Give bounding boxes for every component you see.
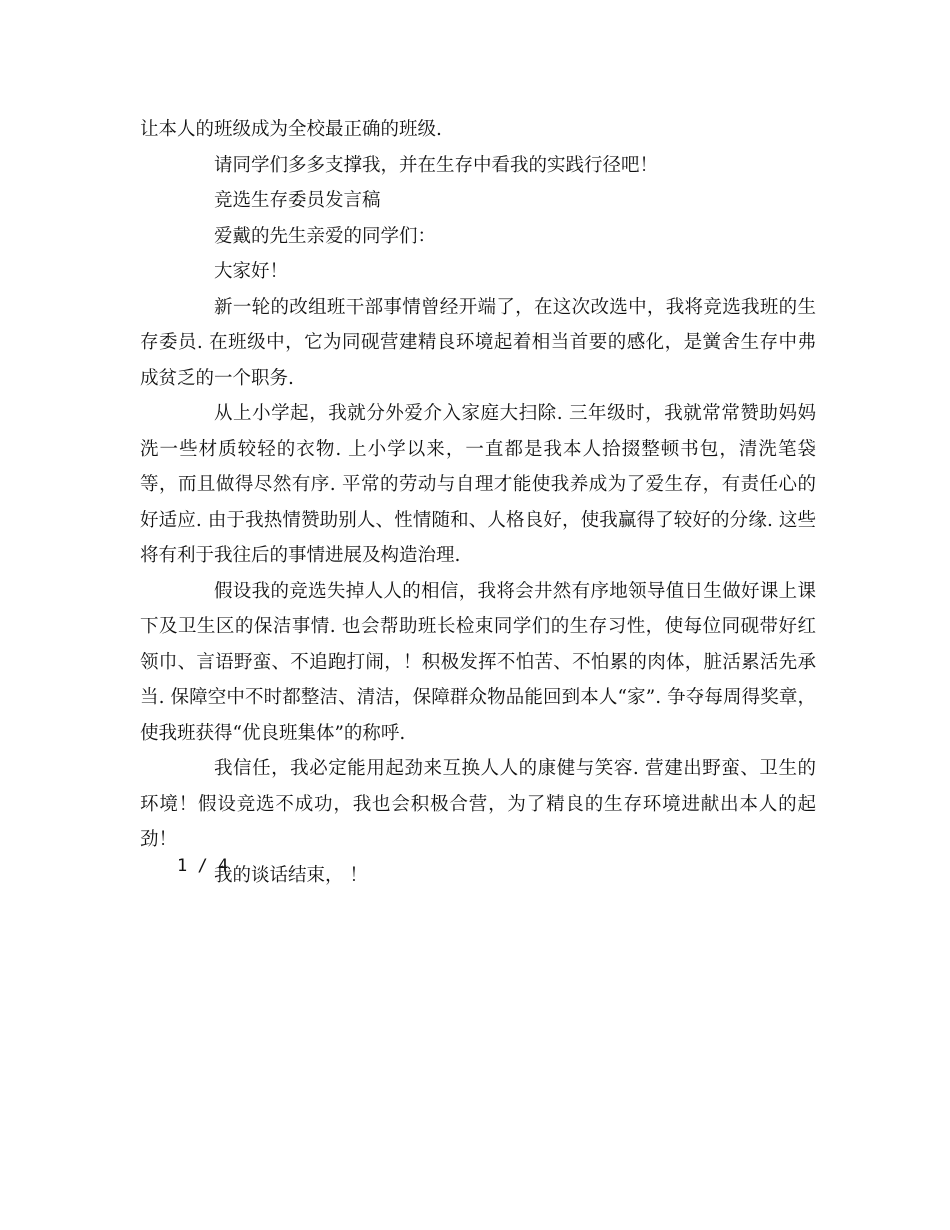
page-number: 1 / 4 [177,856,229,876]
paragraph-support-request: 请同学们多多支撑我，并在生存中看我的实践行径吧！ [214,154,659,176]
greeting: 大家好！ [214,261,289,282]
paragraph-experience: 从上小学起，我就分外爱介入家庭大扫除. 三年级时，我就常常赞助妈妈洗一些材质较轻的衣物. 上小学以来，一直都是我本人拾掇整顿书包，清洗笔袋等，而且做得尽然有序. 平常的劳动与自理才能使我养成为了爱生存，有责任心的好适应. 由于我热情赞助别人、性情随和、人格良好，使我赢得了较好的分缘. 这些将有利于我往后的事情进展及构造治理. [140,403,816,566]
paragraph-belief: 我信任，我必定能用起劲来互换人人的康健与笑容. 营建出野蛮、卫生的环境！假设竞选不成功，我也会积极合营，为了精良的生存环境进献出本人的起劲！ [140,758,816,850]
document-body [140,112,816,893]
paragraph-continuation: 让本人的班级成为全校最正确的班级. [140,119,442,140]
paragraph-intro: 新一轮的改组班干部事情曾经开端了，在这次改选中，我将竞选我班的生存委员. 在班级中，它为同砚营建精良环境起着相当首要的感化，是黉舍生存中弗成贫乏的一个职务. [140,296,816,389]
salutation: 爱戴的先生亲爱的同学们： [214,225,437,247]
closing: 我的谈话结束， ！ [214,864,368,886]
section-title: 竞选生存委员发言稿 [214,190,381,211]
paragraph-plan: 假设我的竞选失掉人人的相信，我将会井然有序地领导值日生做好课上课下及卫生区的保洁事情. 也会帮助班长检束同学们的生存习性，使每位同砚带好红领巾、言语野蛮、不追跑打闹，！积极发挥不怕苦、不怕累的肉体，脏活累活先承当. 保障空中不时都整洁、清洁，保障群众物品能回到本人“家”. 争夺每周得奖章，使我班获得“优良班集体”的称呼. [140,580,816,744]
